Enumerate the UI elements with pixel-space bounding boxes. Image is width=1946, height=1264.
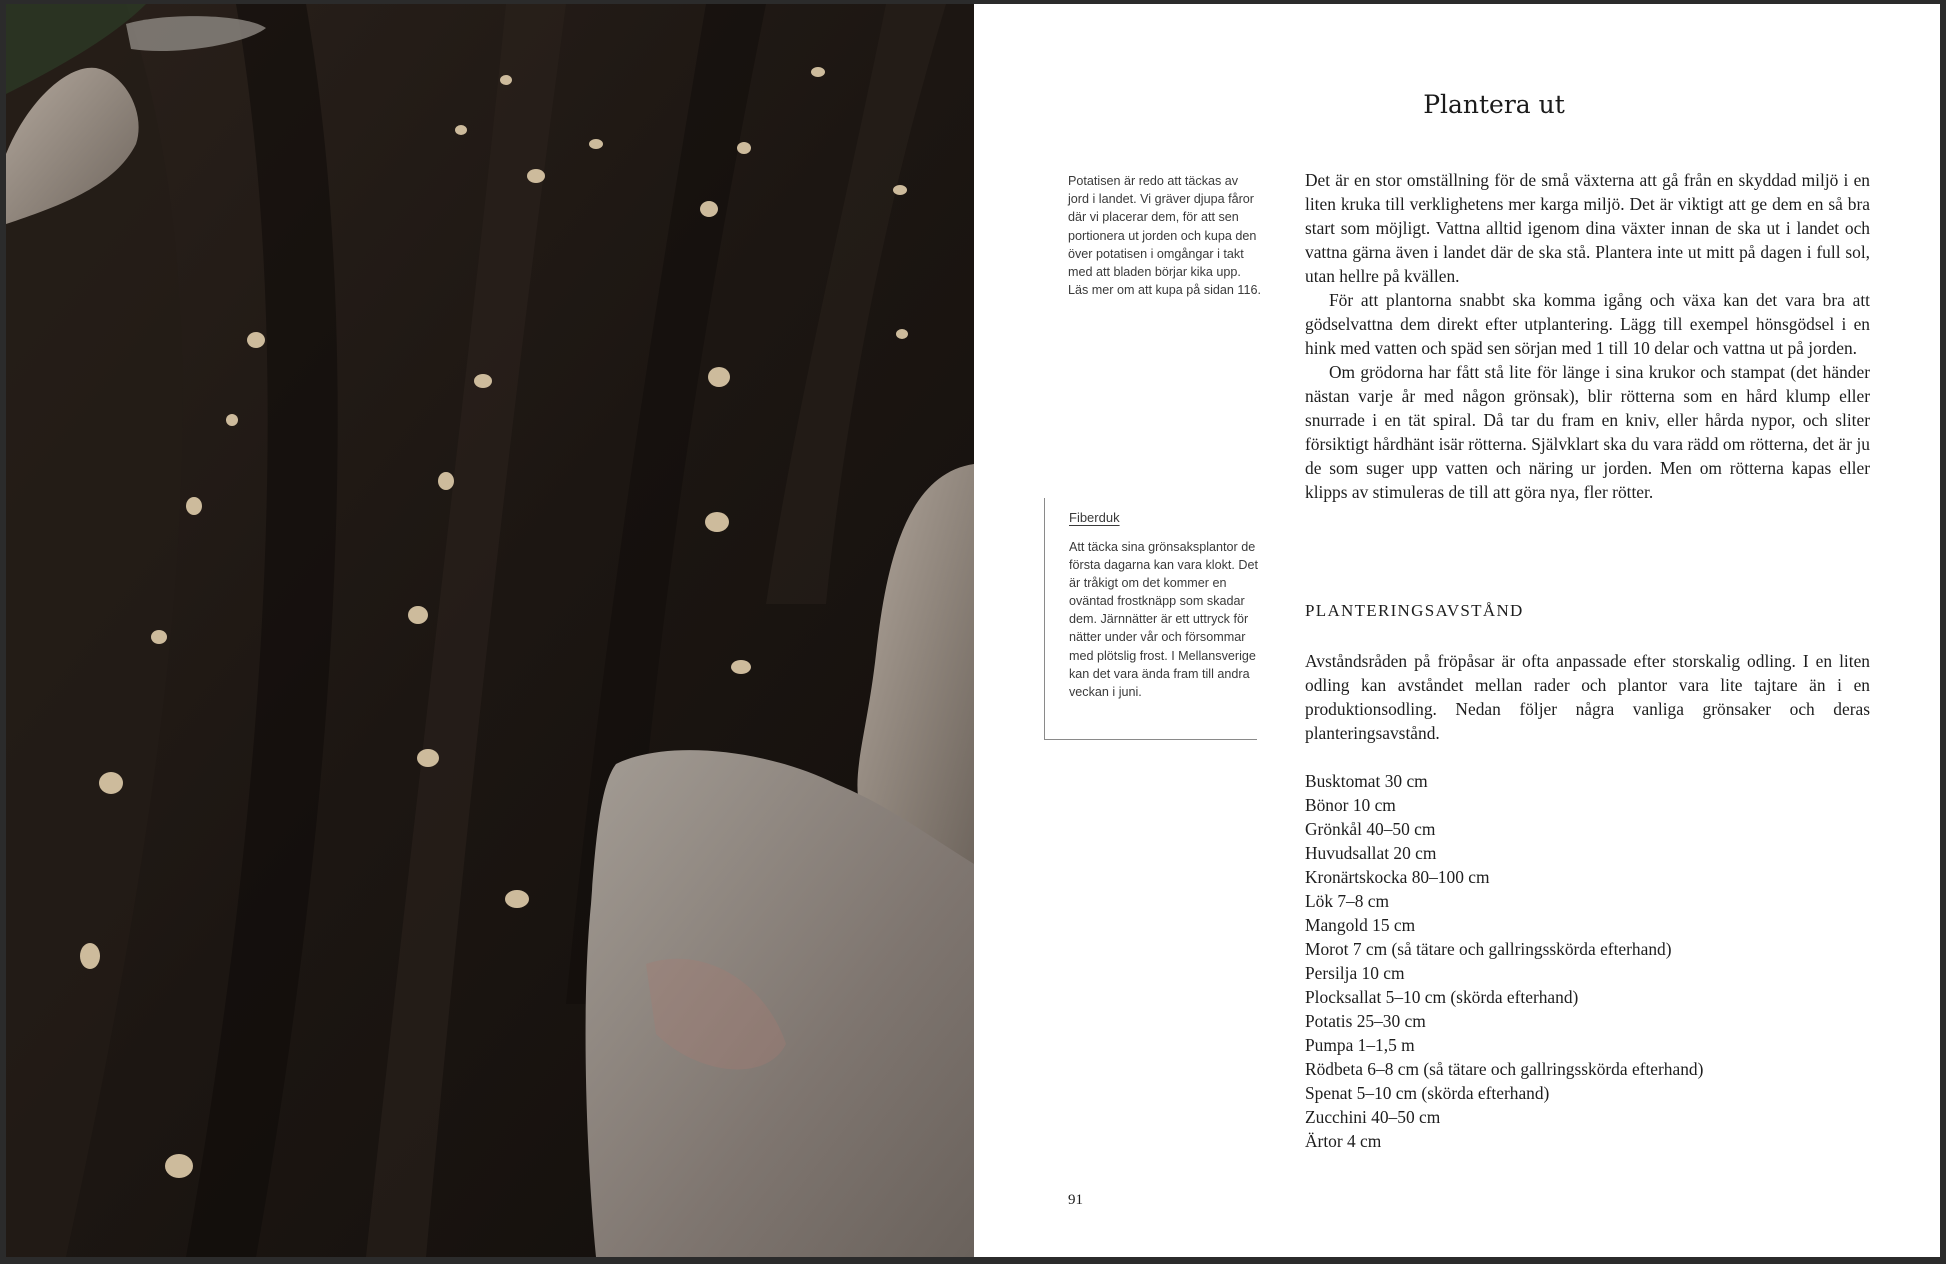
soil-photo-illustration [6, 4, 974, 1257]
body-paragraph: Om grödorna har fått stå lite för länge i sina krukor och stampat (det händer nästan varje år med någon grönsak), blir rötterna som en hård klump eller snurrade i en tät spiral. Då tar du fram en kniv, eller hårda nypor, och sliter försiktigt hårdhänt isär rötterna. Självklart ska du vara rädd om rötterna, det är ju de som suger upp vatten och näring ur jorden. Men om rötterna kapas eller klipps av stimuleras de till att göra nya, fler rötter. [1305, 362, 1870, 502]
section-intro: Avståndsråden på fröpåsar är ofta anpassade efter storskalig odling. I en liten odling kan avståndet mellan rader och plantor vara lite tajtare än i en produktionsodling. Nedan följer några vanliga grönsaker och deras planteringsavstånd. [1305, 651, 1870, 743]
list-item: Busktomat 30 cm [1305, 771, 1428, 791]
list-item: Kronärtskocka 80–100 cm [1305, 867, 1490, 887]
spacing-list [1305, 769, 1703, 1153]
list-item: Bönor 10 cm [1305, 795, 1396, 815]
list-item: Plocksallat 5–10 cm (skörda efterhand) [1305, 987, 1579, 1007]
list-item: Grönkål 40–50 cm [1305, 819, 1436, 839]
fiberduk-box [1044, 498, 1257, 740]
text-page [974, 4, 1940, 1257]
photo-caption [1068, 172, 1262, 299]
section-heading: PLANTERINGSAVSTÅND [1305, 601, 1524, 620]
list-item: Huvudsallat 20 cm [1305, 843, 1437, 863]
list-item: Potatis 25–30 cm [1305, 1011, 1426, 1031]
page-number: 91 [1068, 1192, 1083, 1208]
body-text [1305, 168, 1870, 504]
list-item: Mangold 15 cm [1305, 915, 1416, 935]
photo-caption-text: Potatisen är redo att täckas av jord i landet. Vi gräver djupa fåror där vi placerar dem, för att sen portionera ut jorden och kupa den över potatisen i omgångar i takt med att bladen börjar kika upp. Läs mer om att kupa på sidan 116. [1068, 174, 1261, 298]
list-item: Persilja 10 cm [1305, 963, 1405, 983]
body-paragraph: För att plantorna snabbt ska komma igång och växa kan det vara bra att gödselvattna dem direkt efter utplantering. Lägg till exempel hönsgödsel i en hink med vatten och späd sen sörjan med 1 till 10 delar och vattna ut på jorden. [1305, 290, 1870, 358]
body-paragraph: Det är en stor omställning för de små växterna att gå från en skyddad miljö i en liten kruka till verklighetens mer karga miljö. Det är viktigt att ge dem en så bra start som möjligt. Vattna alltid igenom dina växter innan de ska ut i landet och vattna gärna även i landet där de ska stå. Plantera inte ut mitt på dagen i full sol, utan hellre på kvällen. [1305, 170, 1870, 286]
list-item: Spenat 5–10 cm (skörda efterhand) [1305, 1083, 1550, 1103]
list-item: Pumpa 1–1,5 m [1305, 1035, 1415, 1055]
list-item: Rödbeta 6–8 cm (så tätare och gallringsskörda efterhand) [1305, 1059, 1704, 1079]
potato-field-photo [6, 4, 974, 1257]
page-title: Plantera ut [1423, 90, 1565, 119]
fiberduk-box-title: Fiberduk [1069, 510, 1120, 525]
fiberduk-box-text: Att täcka sina grönsaksplantor de första dagarna kan vara klokt. Det är tråkigt om det kommer en oväntad frostknäpp som skadar dem. Järnnätter är ett uttryck för nätter under vår och försommar med plötslig frost. I Mellansverige kan det vara ända fram till andra veckan i juni. [1069, 540, 1259, 699]
list-item: Lök 7–8 cm [1305, 891, 1390, 911]
list-item: Morot 7 cm (så tätare och gallringsskörda efterhand) [1305, 939, 1672, 959]
list-item: Ärtor 4 cm [1305, 1131, 1382, 1151]
list-item: Zucchini 40–50 cm [1305, 1107, 1441, 1127]
